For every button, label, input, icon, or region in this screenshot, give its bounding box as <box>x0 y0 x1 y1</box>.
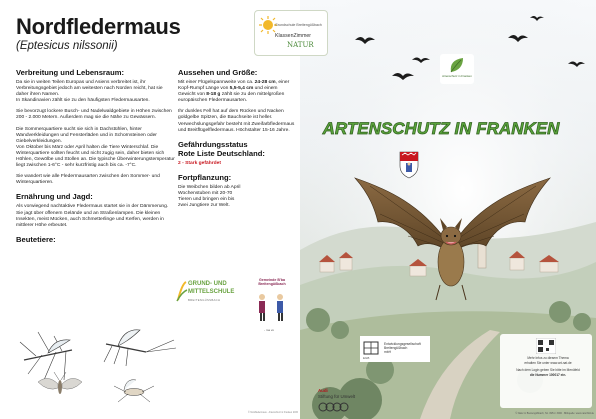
artenschutz-logo: Artenschutz in Franken <box>440 54 474 84</box>
school-icon <box>176 280 188 302</box>
section-heading: Fortpflanzung: <box>178 172 232 182</box>
info-box <box>500 334 592 408</box>
moth-illustration <box>38 372 82 394</box>
mosquito-illustration <box>20 332 72 380</box>
audi-rings-icon <box>318 402 358 412</box>
paragraph: Die Sommerquartiere sucht sie sich in Dachstühlen, hinter Wandverkleidungen und Fensterläden und in Schornsteinen oder Giebelverkleidungen. Von Oktober bis März oder April halten die Tiere Winterschlaf. Die Winterquartiere sollten feucht und nicht zugig sein, daher bieten sich Höhlen, Gewölbe und Stollen an. Die typische Überwinterungstemperatur liegt zwischen 1-6°C - sehr kurzfristig auch bis ca. -7°C. <box>16 126 175 169</box>
paragraph: Mit einer Flügelspannweite von ca. 24-28 cm, einer Kopf-Rumpf Länge von 5,5-5,4 cm und einem Gewicht von 8-18 g zählt sie zu den mittelgroßen europäischen Fledermausarten. <box>178 80 290 104</box>
artenschutz-banner <box>300 108 582 144</box>
building-icon <box>362 338 382 356</box>
grund-mittelschule-logo: GRUND- UND MITTELSCHULE BREITENGÜSSBACH <box>176 278 236 308</box>
svg-text:ARTENSCHUTZ IN FRANKEN: ARTENSCHUTZ IN FRANKEN <box>322 119 560 138</box>
section-heading: Ernährung und Jagd: <box>16 192 93 202</box>
mayfly-illustration <box>104 330 176 366</box>
leaf-icon <box>447 56 467 74</box>
insect-illustrations <box>14 322 184 414</box>
info-text: Nach dem Login geben Sie bitte im Menüfeld <box>516 368 580 372</box>
paragraph: Sie bevorzugt lockere Busch- und Nadelwaldgebiete in Höhen zwischen 200 - 2.000 Metern. Außerdem mag sie die Nähe zu Gewässern. <box>16 109 172 121</box>
middle-column <box>178 68 296 215</box>
paragraph: Als vorwiegend nachtaktive Fledermaus startet sie in der Dämmerung. Sie jagt über offenem Gelände und an Straßenlampen. Die kleinen Insekten, meist Mücken, auch Schmetterlinge und Kerfen, werden in mittlerer Höhe erbeutet. <box>16 204 169 228</box>
section-heading: Beutetiere: <box>16 234 56 244</box>
qr-code-icon <box>536 338 556 354</box>
page-subtitle: (Eptesicus nilssonii) <box>16 40 118 52</box>
children-icon <box>252 292 292 322</box>
section-heading: Aussehen und Größe: <box>178 68 258 77</box>
footer-credit: © Natur in Breitengüßbach, Tel. 0951 / 3000 · Bildquelle: www.naturbild.de <box>515 412 594 415</box>
section-gefaehrdung <box>178 140 296 167</box>
info-number: die Nummer 100017 ein. <box>529 373 567 377</box>
section-ernaehrung <box>16 192 176 228</box>
gemeinde-logo: Gemeinde B'ba Breitengüßbach - ma vo <box>242 278 302 336</box>
beetle-illustration <box>114 380 154 402</box>
section-beutetiere <box>16 235 176 244</box>
audi-stiftung-logo: Audi Stiftung für Umwelt <box>300 386 360 416</box>
klassenzimmer-natur-logo: Grundschule Breitengüßbach KlassenZimmer NATUR <box>254 10 328 56</box>
entwicklungsgesellschaft-logo: EGB Entwicklungsgesellschaft Breitengüßbach mbH <box>360 336 430 362</box>
section-fortpflanzung <box>178 173 296 209</box>
status-badge: 2 - Stark gefährdet <box>178 160 221 166</box>
section-heading: Gefährdungsstatus <box>178 139 248 149</box>
copyright-text: © Nordfledermaus · Artenschutz in Franken 2015 <box>248 412 298 414</box>
section-heading: Verbreitung und Lebensraum: <box>16 68 125 77</box>
paragraph: Da sie in weiten Teilen Europas und Asiens verbreitet ist, ihr Verbreitungsgebiet jedoch am weitesten nach Norden reicht, hat sie daher ihren Namen. In Skandinavien zählt sie zu den häufigsten Fledermausarten. <box>16 80 163 104</box>
page-title: Nordfledermaus <box>16 14 181 39</box>
section-heading: Rote Liste Deutschland: <box>178 148 265 158</box>
info-text: Mehr Infos zu diesem Thema <box>527 356 569 360</box>
paragraph: Die Weibchen bilden ab April Wochenstuben mit 20-70 Tieren und bringen ein bis zwei Jungtiere zur Welt. <box>178 184 241 209</box>
section-aussehen <box>178 68 296 134</box>
paragraph: Sie wandert wie alle Fledermausarten zwischen den Sommer- und Winterquartieren. <box>16 174 160 186</box>
paragraph: Ihr dunkles Fell hat auf dem Rücken und Nacken goldgelbe Spitzen, die Bauchseite ist heller. Verwechslungsgefahr besteht mit Zweifarbfledermaus und Breitflügelfledermaus. Höchstalter 15-16 Jahre. <box>178 109 295 133</box>
section-verbreitung <box>16 68 176 186</box>
left-column <box>16 68 176 250</box>
info-text: erhalten Sie unter www.art-nat.de <box>524 361 572 365</box>
